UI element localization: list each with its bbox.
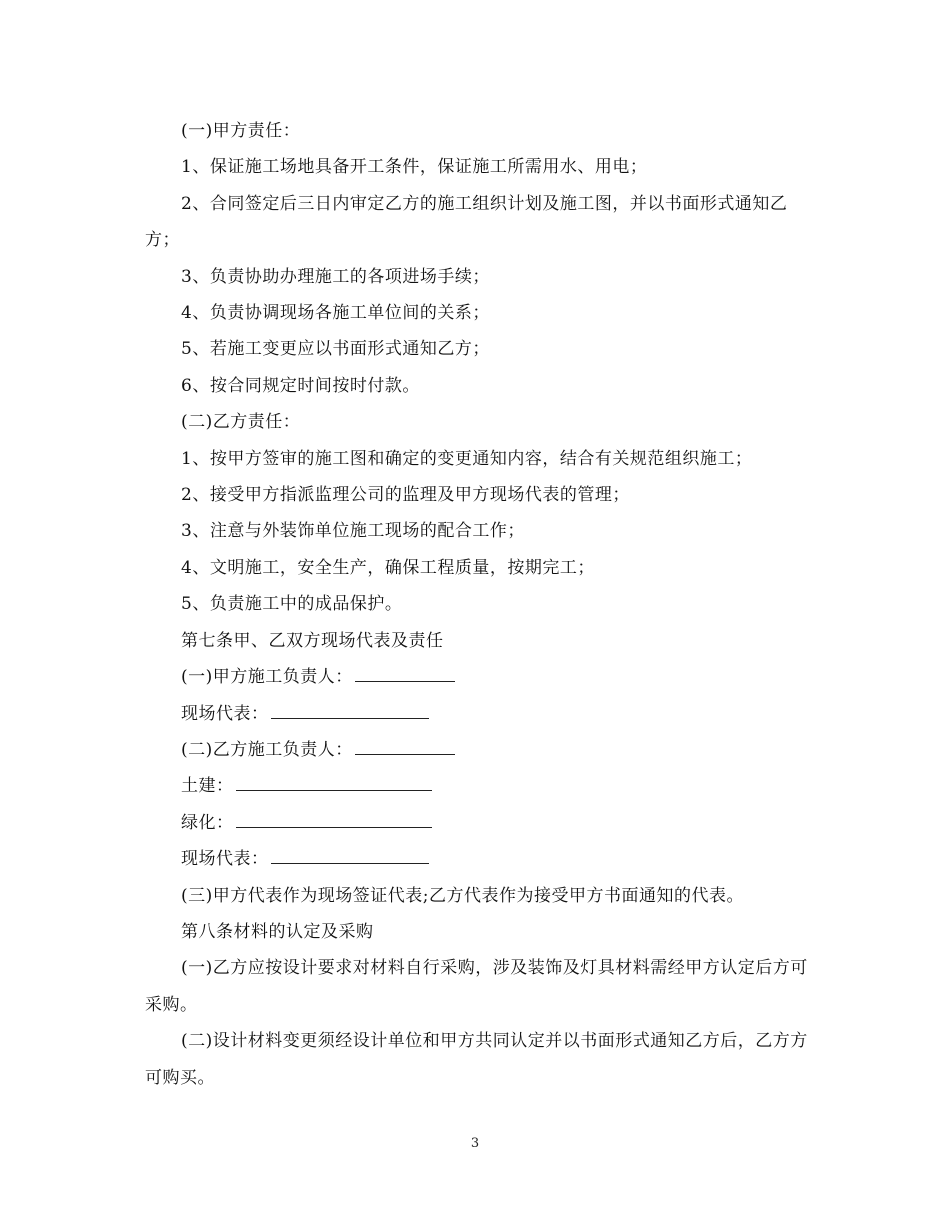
paragraph-party-b-heading: (二)乙方责任：	[181, 412, 301, 433]
paragraph-party-a-item-1: 1、保证施工场地具备开工条件，保证施工所需用水、用电；	[181, 157, 648, 178]
paragraph-party-b-item-5: 5、负责施工中的成品保护。	[181, 594, 403, 615]
paragraph-party-a-item-2: 2、合同签定后三日内审定乙方的施工组织计划及施工图，并以书面形式通知乙方；	[145, 193, 788, 251]
paragraph-material-procurement: (一)乙方应按设计要求对材料自行采购，涉及装饰及灯具材料需经甲方认定后方可采购。	[145, 958, 808, 1015]
field-civil-works	[145, 768, 815, 804]
field-party-a-site-rep	[145, 696, 815, 732]
field-party-b-manager	[145, 732, 815, 768]
paragraph-party-a-item-6: 6、按合同规定时间按时付款。	[181, 375, 420, 396]
blank-line	[271, 704, 429, 719]
paragraph-party-b-item-3: 3、注意与外装饰单位施工现场的配合工作；	[181, 521, 525, 542]
page-number: 3	[470, 1136, 480, 1151]
field-label: (二)乙方施工负责人：	[181, 739, 353, 760]
field-party-b-site-rep	[145, 841, 815, 877]
blank-line	[271, 849, 429, 864]
paragraph-party-a-item-4: 4、负责协调现场各施工单位间的关系；	[181, 303, 490, 324]
field-label: 现场代表：	[181, 849, 269, 870]
blank-line	[236, 776, 432, 791]
paragraph-representatives-role: (三)甲方代表作为现场签证代表;乙方代表作为接受甲方书面通知的代表。	[181, 885, 744, 906]
field-label: 现场代表：	[181, 703, 269, 724]
paragraph-party-a-item-3: 3、负责协助办理施工的各项进场手续；	[181, 266, 490, 287]
paragraph-party-b-item-4: 4、文明施工，安全生产，确保工程质量，按期完工；	[181, 557, 595, 578]
article-seven-heading: 第七条甲、乙双方现场代表及责任	[181, 630, 444, 651]
field-label: 土建：	[181, 776, 234, 797]
article-eight-heading: 第八条材料的认定及采购	[181, 921, 374, 942]
blank-line	[236, 813, 432, 828]
paragraph-party-a-item-5: 5、若施工变更应以书面形式通知乙方；	[181, 339, 490, 360]
blank-line	[355, 667, 455, 682]
field-greening	[145, 805, 815, 841]
field-label: (一)甲方施工负责人：	[181, 667, 353, 688]
paragraph-party-b-item-1: 1、按甲方签审的施工图和确定的变更通知内容，结合有关规范组织施工；	[181, 448, 753, 469]
field-label: 绿化：	[181, 812, 234, 833]
paragraph-material-change: (二)设计材料变更须经设计单位和甲方共同认定并以书面形式通知乙方后，乙方方可购买。	[145, 1031, 808, 1088]
paragraph-party-a-heading: (一)甲方责任：	[181, 121, 301, 141]
blank-line	[355, 740, 455, 755]
paragraph-party-b-item-2: 2、接受甲方指派监理公司的监理及甲方现场代表的管理；	[181, 485, 630, 506]
document-body	[145, 113, 815, 1096]
field-party-a-manager	[145, 659, 815, 695]
